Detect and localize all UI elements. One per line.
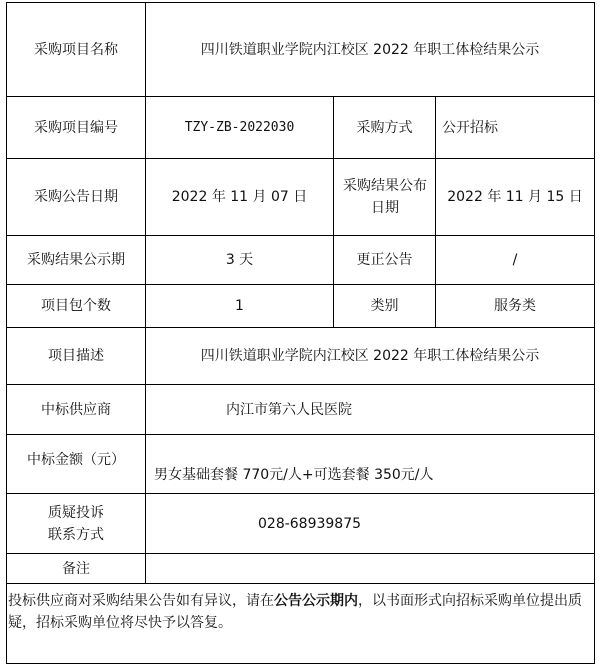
winning-supplier-value: 内江市第六人民医院 (226, 401, 352, 418)
category-label: 类别 (370, 298, 399, 314)
complaint-contact-label (7, 494, 145, 553)
correction-notice-label: 更正公告 (356, 252, 413, 268)
announce-date-label: 采购公告日期 (34, 189, 118, 205)
winning-amount-label: 中标金额（元） (27, 452, 125, 468)
objection-notice-emphasis: 公告公示期内 (274, 593, 358, 609)
complaint-contact-value: 028-68939875 (258, 515, 362, 532)
complaint-contact-label-line1: 质疑投诉 (48, 504, 104, 521)
description-value: 四川铁道职业学院内江校区 2022 年职工体检结果公示 (200, 348, 540, 364)
winning-amount-value: 男女基础套餐 770元/人+可选套餐 350元/人 (154, 467, 434, 483)
result-publish-date-label: 采购结果公布日期 (343, 178, 427, 216)
announce-date-value: 2022 年 11 月 07 日 (171, 189, 308, 205)
category-value: 服务类 (494, 298, 536, 314)
package-count-label: 项目包个数 (41, 298, 111, 314)
package-count-value: 1 (235, 298, 244, 314)
objection-notice-part2: ，以书面形式向招标采购单位提出质疑，招标采购单位将尽快予以答复。 (8, 593, 582, 631)
table-border-right (594, 2, 595, 664)
complaint-contact-label-line2: 联系方式 (48, 526, 104, 543)
correction-notice-value: / (512, 252, 518, 268)
description-label: 项目描述 (48, 348, 104, 364)
procurement-method-label: 采购方式 (356, 119, 413, 136)
publicity-period-label: 采购结果公示期 (27, 252, 125, 268)
row-divider (6, 583, 595, 584)
project-name-value: 四川铁道职业学院内江校区 2022 年职工体检结果公示 (200, 41, 540, 58)
result-publish-date-value: 2022 年 11 月 15 日 (447, 189, 583, 205)
remark-label: 备注 (62, 560, 90, 577)
objection-notice (8, 590, 592, 634)
project-code-label: 采购项目编号 (34, 119, 118, 136)
publicity-period-value: 3 天 (225, 252, 254, 268)
table-border-bottom (6, 663, 595, 664)
procurement-method-value: 公开招标 (442, 119, 498, 136)
winning-supplier-label: 中标供应商 (41, 401, 111, 418)
remark-value (146, 554, 594, 583)
project-code-value: TZY-ZB-2022030 (184, 119, 295, 135)
objection-notice-part1: 投标供应商对采购结果公告如有异议，请在 (8, 593, 274, 609)
project-name-label: 采购项目名称 (34, 41, 118, 58)
